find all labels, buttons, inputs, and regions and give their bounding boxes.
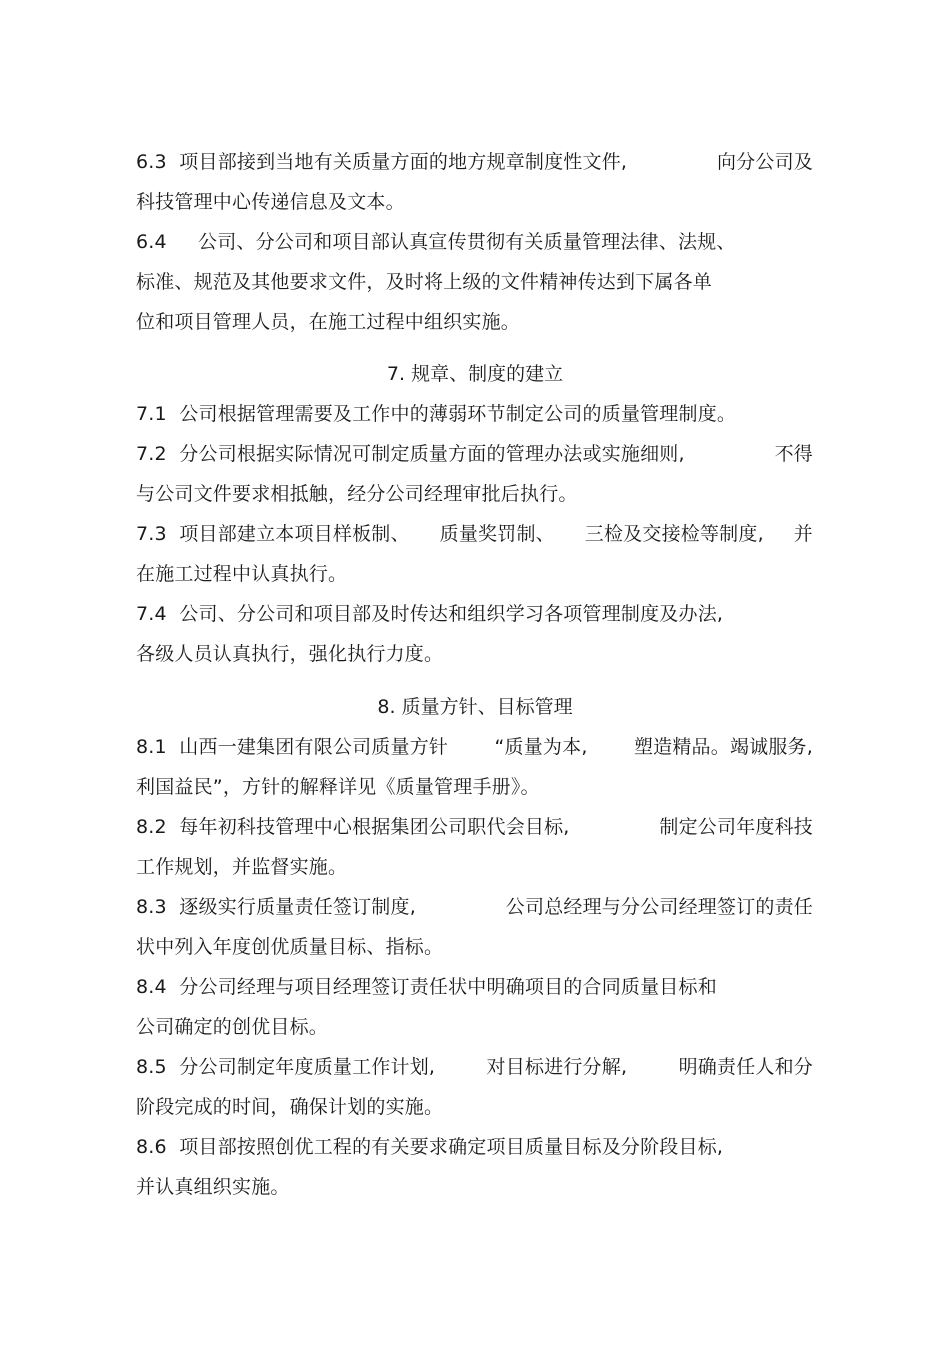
- text-segment: 8.2 每年初科技管理中心根据集团公司职代会目标,: [136, 816, 570, 838]
- text-segment: 塑造精品。竭诚服务,: [633, 736, 813, 758]
- paragraph-7-3-line-2: 在施工过程中认真执行。: [136, 563, 348, 585]
- paragraph-8-4-line-2: 公司确定的创优目标。: [136, 1016, 329, 1038]
- paragraph-7-4-line-2: 各级人员认真执行，强化执行力度。: [136, 643, 444, 665]
- text-segment: “质量为本,: [494, 736, 588, 758]
- paragraph-8-5-line-1: [136, 1054, 813, 1080]
- paragraph-6-3-line-1: [136, 149, 813, 175]
- paragraph-7-2-line-1: [136, 441, 813, 467]
- paragraph-8-3-line-1: [136, 894, 813, 920]
- paragraph-8-6-line-2: 并认真组织实施。: [136, 1176, 290, 1198]
- text-segment: 质量奖罚制、: [439, 523, 555, 545]
- text-segment: 8.1 山西一建集团有限公司质量方针: [136, 736, 449, 758]
- text-segment: 7.3 项目部建立本项目样板制、: [136, 523, 410, 545]
- text-segment: 并: [793, 523, 813, 545]
- text-segment: 向分公司及: [716, 151, 813, 173]
- paragraph-6-4-line-3: 位和项目管理人员，在施工过程中组织实施。: [136, 311, 521, 333]
- text-segment: 6.3 项目部接到当地有关质量方面的地方规章制度性文件,: [136, 151, 628, 173]
- text-segment: 8.5 分公司制定年度质量工作计划,: [136, 1056, 436, 1078]
- paragraph-8-1-line-2: 利国益民”，方针的解释详见《质量管理手册》。: [136, 776, 540, 798]
- paragraph-7-4-line-1: 7.4 公司、分公司和项目部及时传达和组织学习各项管理制度及办法,: [136, 603, 724, 625]
- text-segment: 公司总经理与分公司经理签订的责任: [505, 896, 813, 918]
- paragraph-8-2-line-2: 工作规划，并监督实施。: [136, 856, 348, 878]
- text-segment: 三检及交接检等制度,: [584, 523, 764, 545]
- paragraph-8-2-line-1: [136, 814, 813, 840]
- paragraph-7-1-line-1: 7.1 公司根据管理需要及工作中的薄弱环节制定公司的质量管理制度。: [136, 403, 737, 425]
- text-segment: 8.3 逐级实行质量责任签订制度,: [136, 896, 416, 918]
- text-segment: 明确责任人和分: [678, 1056, 813, 1078]
- text-segment: 不得: [774, 443, 813, 465]
- paragraph-8-4-line-1: 8.4 分公司经理与项目经理签订责任状中明确项目的合同质量目标和: [136, 976, 717, 998]
- paragraph-8-1-line-1: [136, 734, 813, 760]
- section-7-heading: 7. 规章、制度的建立: [386, 363, 564, 385]
- paragraph-7-2-line-2: 与公司文件要求相抵触，经分公司经理审批后执行。: [136, 483, 578, 505]
- section-8-heading: 8. 质量方针、目标管理: [377, 696, 573, 718]
- paragraph-8-5-line-2: 阶段完成的时间，确保计划的实施。: [136, 1096, 444, 1118]
- text-segment: 对目标进行分解,: [486, 1056, 628, 1078]
- paragraph-6-4-line-1: 6.4 公司、分公司和项目部认真宣传贯彻有关质量管理法律、法规、: [136, 231, 736, 253]
- text-segment: 7.2 分公司根据实际情况可制定质量方面的管理办法或实施细则,: [136, 443, 685, 465]
- paragraph-8-3-line-2: 状中列入年度创优质量目标、指标。: [136, 936, 444, 958]
- paragraph-6-3-line-2: 科技管理中心传递信息及文本。: [136, 191, 405, 213]
- text-segment: 制定公司年度科技: [659, 816, 813, 838]
- paragraph-6-4-line-2: 标准、规范及其他要求文件，及时将上级的文件精神传达到下属各单: [136, 271, 713, 293]
- paragraph-8-6-line-1: 8.6 项目部按照创优工程的有关要求确定项目质量目标及分阶段目标,: [136, 1136, 724, 1158]
- paragraph-7-3-line-1: [136, 521, 813, 547]
